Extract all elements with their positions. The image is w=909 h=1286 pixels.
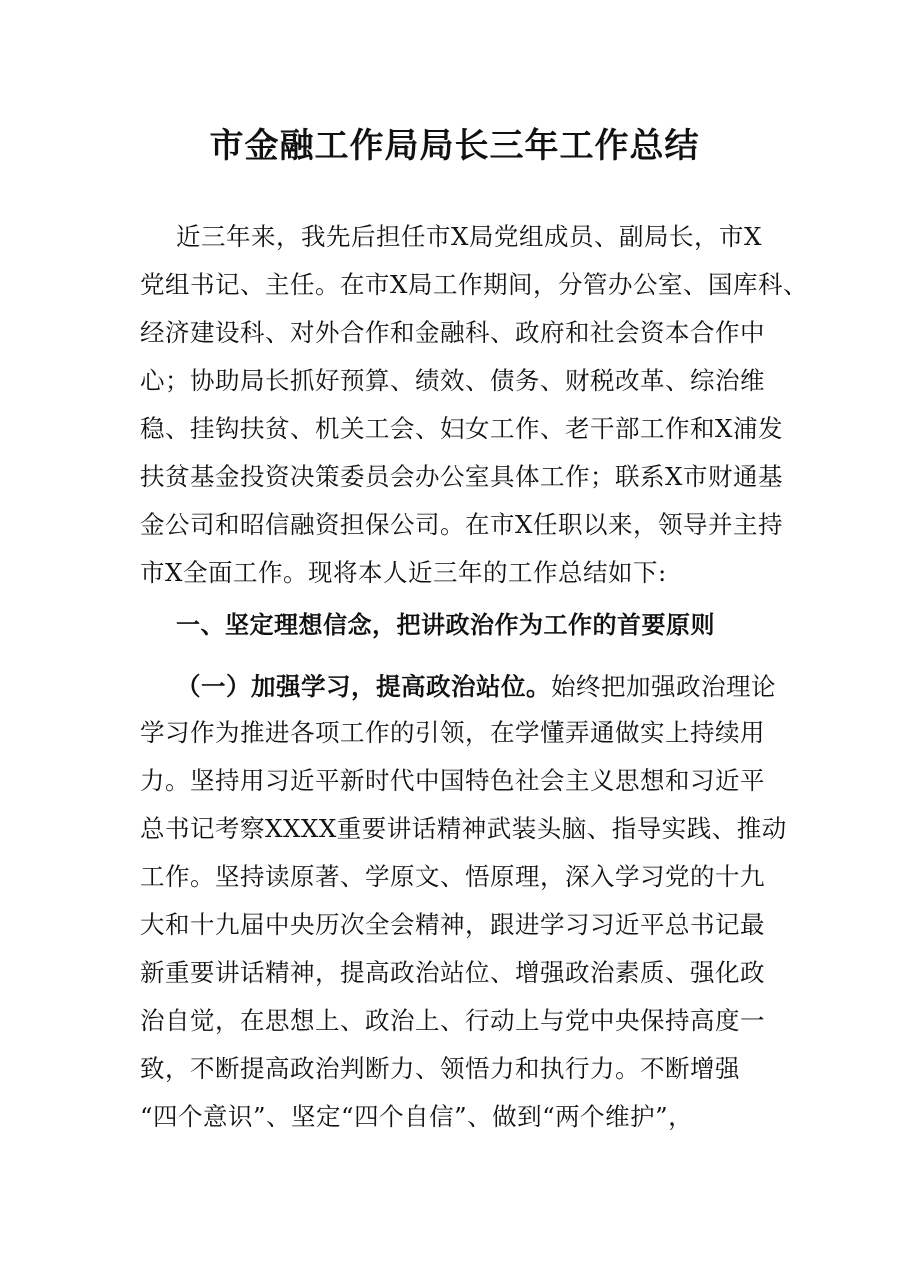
subsection-1-line-5: 工作。坚持读原著、学原文、悟原理，深入学习党的十九 — [140, 862, 765, 891]
subsection-1-line-2: 学习作为推进各项工作的引领，在学懂弄通做实上持续用 — [140, 718, 765, 747]
subsection-1-first-line — [176, 667, 776, 707]
intro-line-1: 近三年来，我先后担任市X局党组成员、副局长，市X — [176, 222, 762, 251]
subsection-heading-1: （一）加强学习，提高政治站位。 — [176, 672, 551, 701]
subsection-1-line-10: “四个意识”、坚定“四个自信”、做到“两个维护”， — [140, 1102, 694, 1131]
subsection-1-first-line-text: 始终把加强政治理论 — [551, 672, 776, 701]
intro-line-4: 心；协助局长抓好预算、绩效、债务、财税改革、综治维 — [140, 366, 765, 395]
subsection-1-line-3: 力。坚持用习近平新时代中国特色社会主义思想和习近平 — [140, 766, 765, 795]
intro-line-5: 稳、挂钩扶贫、机关工会、妇女工作、老干部工作和X浦发 — [140, 414, 783, 443]
subsection-1-line-6: 大和十九届中央历次全会精神，跟进学习习近平总书记最 — [140, 910, 765, 939]
intro-line-7: 金公司和昭信融资担保公司。在市X任职以来，领导并主持 — [140, 510, 783, 539]
subsection-1-line-9: 致，不断提高政治判断力、领悟力和执行力。不断增强 — [140, 1054, 740, 1083]
subsection-1-line-7: 新重要讲话精神，提高政治站位、增强政治素质、强化政 — [140, 958, 765, 987]
section-heading-1: 一、坚定理想信念，把讲政治作为工作的首要原则 — [176, 611, 715, 639]
subsection-1-line-4: 总书记考察XXXX重要讲话精神武装头脑、指导实践、推动 — [140, 814, 787, 843]
subsection-1-line-8: 治自觉，在思想上、政治上、行动上与党中央保持高度一 — [140, 1006, 765, 1035]
intro-line-6: 扶贫基金投资决策委员会办公室具体工作；联系X市财通基 — [140, 462, 783, 491]
intro-line-2: 党组书记、主任。在市X局工作期间，分管办公室、国库科、 — [140, 270, 808, 299]
intro-line-8: 市X全面工作。现将本人近三年的工作总结如下: — [140, 558, 667, 587]
document-title: 市金融工作局局长三年工作总结 — [209, 126, 700, 166]
intro-line-3: 经济建设科、对外合作和金融科、政府和社会资本合作中 — [140, 318, 765, 347]
